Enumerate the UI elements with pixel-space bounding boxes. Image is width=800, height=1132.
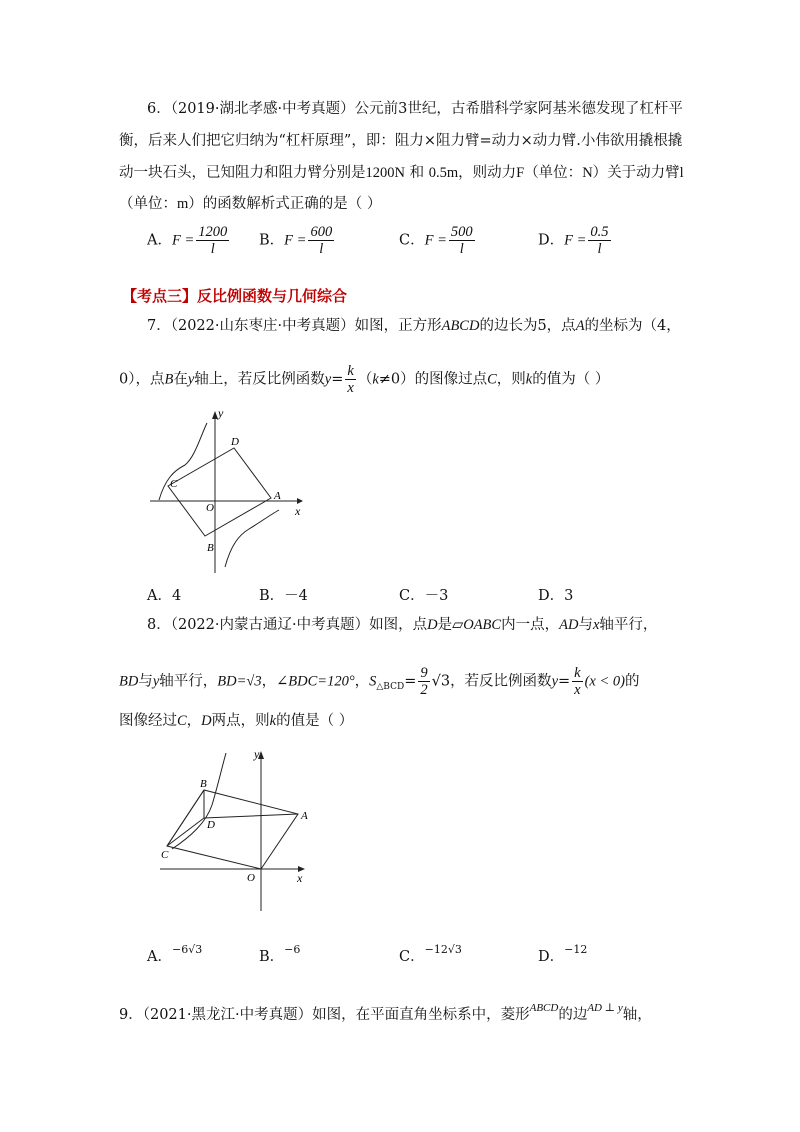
- q8-line-2: BD与y轴平行，BD=√3，∠BDC=120°，$S_{\triangle BCD}=$ $\frac{9}{2}$ √3，若反比例函数y= $\frac{k}{x}$ (x < 0)的: [119, 665, 640, 698]
- q8-segment-ad: [204, 814, 298, 818]
- q8-label-a: A: [301, 810, 308, 822]
- q7-hyperbola-right: [225, 510, 279, 567]
- q6-option-d[interactable]: D．F = $\frac{0.5}{l}$: [538, 224, 609, 257]
- q7-label-o: O: [206, 502, 214, 514]
- q7-line-2: 0），点B在y轴上，若反比例函数y= $\frac{k}{x}$ （k≠0）的图像过点C，则k的值为（ ）: [119, 363, 610, 396]
- q8-option-a[interactable]: A．$^{-6√3}$: [147, 943, 203, 965]
- q7-label-y: y: [218, 406, 224, 420]
- q8-segment-cd: [167, 818, 204, 846]
- q7-label-b: B: [207, 542, 214, 554]
- q7-line-1: 7．（2022·山东枣庄·中考真题）如图，正方形ABCD的边长为5，点A的坐标为（4，: [147, 318, 681, 334]
- q6-line-3: 动一块石头，已知阻力和阻力臂分别是1200N 和 0.5m，则动力F（单位：N）关于动力臂l: [119, 165, 684, 181]
- q7-figure: [145, 405, 310, 580]
- q8-figure: [150, 745, 320, 915]
- q6-option-b[interactable]: B．F = $\frac{600}{l}$: [259, 224, 333, 257]
- q8-label-x: x: [297, 871, 303, 885]
- q7-option-a[interactable]: A．4: [147, 588, 182, 604]
- q7-option-b[interactable]: B．－4: [259, 588, 308, 604]
- section-heading: 【考点三】反比例函数与几何综合: [122, 287, 348, 305]
- q7-label-a: A: [274, 490, 281, 502]
- q6-line-4: （单位：m）的函数解析式正确的是（ ）: [119, 196, 382, 212]
- q8-label-c: C: [161, 849, 169, 861]
- q9-line-1: 9．（2021·黑龙江·中考真题）如图，在平面直角坐标系中，菱形$^{ABCD}$的边$^{AD \perp y}$轴，: [119, 1002, 652, 1023]
- q7-label-c: C: [170, 478, 178, 490]
- q7-option-c[interactable]: C．－3: [399, 588, 449, 604]
- q8-segment-bc: [167, 790, 204, 846]
- q8-option-d[interactable]: D．$^{-12}$: [538, 943, 588, 965]
- q6-line-2: 衡，后来人们把它归纳为“杠杆原理”，即：阻力×阻力臂=动力×动力臂.小伟欲用撬根撬: [119, 133, 683, 149]
- q8-line-3: 图像经过C，D两点，则k的值是（ ）: [119, 713, 354, 729]
- q8-label-y: y: [254, 747, 260, 761]
- q6-option-c[interactable]: C．F = $\frac{500}{l}$: [399, 224, 473, 257]
- q8-line-1: 8．（2022·内蒙古通辽·中考真题）如图，点D是▱OABC内一点，AD与x轴平行，: [147, 617, 658, 633]
- q8-label-o: O: [247, 872, 255, 884]
- q8-label-b: B: [200, 778, 207, 790]
- q7-option-d[interactable]: D．3: [538, 588, 574, 604]
- q6-line-1: 6．（2019·湖北孝感·中考真题）公元前3世纪，古希腊科学家阿基米德发现了杠杆平: [147, 101, 683, 117]
- q8-option-c[interactable]: C．$^{-12√3}$: [399, 943, 462, 965]
- q7-square: [168, 448, 271, 536]
- q7-hyperbola-left: [159, 423, 207, 500]
- q6-option-a[interactable]: A．F = $\frac{1200}{l}$: [147, 224, 228, 257]
- q7-label-d: D: [231, 436, 239, 448]
- q8-hyperbola: [172, 753, 226, 849]
- q8-label-d: D: [207, 819, 215, 831]
- q8-option-b[interactable]: B．$^{-6}$: [259, 943, 301, 965]
- q7-label-x: x: [295, 504, 301, 518]
- q8-parallelogram: [167, 790, 298, 869]
